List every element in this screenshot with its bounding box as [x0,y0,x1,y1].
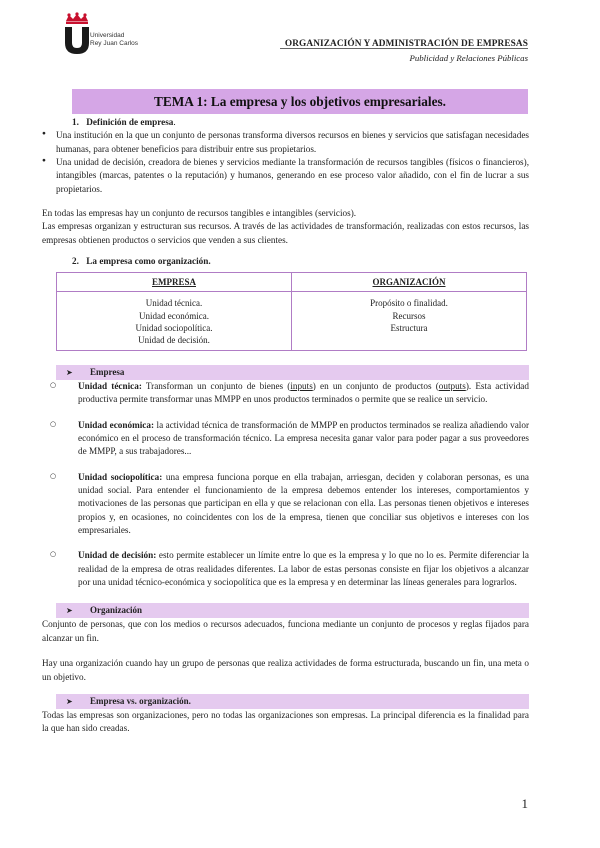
table-item: Propósito o finalidad. [370,298,448,309]
table-header-organizacion: ORGANIZACIÓN [292,273,527,292]
section2-heading [72,255,529,268]
term: Unidad económica: [78,419,155,430]
table-item: Unidad técnica. [145,298,203,309]
list-item [42,471,529,538]
table-item: Recursos [392,310,426,321]
term: Unidad técnica: [78,381,142,391]
tema-title-band [72,89,528,114]
table-cell-empresa [57,292,292,351]
table-cell-organizacion [292,292,527,351]
text: ) en un conjunto de productos ( [312,381,439,391]
header-rule [280,48,528,49]
text: la actividad técnica de transformación de MMPP en productos terminados se realiza añadiendo valor económico en el proceso de transformación técnico. La empresa necesita ganar valor para poder pagar a sus proveedores de MMPP, a sus trabajadores... [78,419,530,457]
text: una empresa funciona porque en ella trabajan, arriesgan, deciden y colaboran personas, es una unidad social. Para entender el funcionamiento de la empresa debemos entender los intereses, comportamientos y motivaciones de las personas que participan en ella y que se relacionan con ella. Las personas tienen objetivos e intereses propios y, en ocasiones, no coincidentes con los de la empresa, tienen que conciliar sus objetivos e intereses con los empresariales. [78,471,529,536]
tema-title: TEMA 1: La empresa y los objetivos empresariales. [153,94,446,109]
page-number: 1 [521,796,528,811]
paragraph: En todas las empresas hay un conjunto de recursos tangibles e intangibles (servicios). [42,208,357,219]
text: esto permite establecer un límite entre lo que es la empresa y lo que no lo es. Permite diferenciar la realidad de la empresa de otras realidades diferentes. La labor de estas personas consiste en fijar los objetivos a alcanzar por una unidad técnico-económica y sociopolítica que es la empresa y en determinar las líneas generales para lograrlos. [78,550,529,588]
section2-num: 2. [72,256,79,267]
empresa-band-label: Empresa [90,367,125,377]
section1-num: 1. [72,117,79,127]
organizacion-band [56,603,529,618]
term: Unidad sociopolítica: [78,471,163,482]
empresa-band [56,365,529,380]
text: Transforman un conjunto de bienes ( [141,381,291,391]
term: Unidad de decisión: [78,550,157,561]
table-item: Unidad sociopolítica. [135,322,213,333]
table-item: Unidad económica. [139,310,209,321]
course-subtitle: Publicidad y Relaciones Públicas [409,53,528,63]
paragraph: Todas las empresas son organizaciones, pero no todas las organizaciones son empresas. La principal diferencia es la finalidad para la que han sido creadas. [42,709,529,734]
definition-item: ● Una institución en la que un conjunto de personas transforma diversos recursos en bienes y servicios que satisfagan necesidades humanas, para obtener beneficios para distribuir entre sus propietarios. [42,129,529,156]
paragraph: Conjunto de personas, que con los medios o recursos adecuados, funciona mediante un conjunto de procesos y reglas fijados para alcanzar un fin. [42,619,529,643]
logo-text [90,32,138,48]
table-item: Estructura [390,322,428,333]
section1-heading-text: Definición de empresa [86,117,174,127]
empresa-list [42,380,529,589]
list-item [42,549,529,589]
logo-line2: Rey Juan Carlos [90,40,139,48]
definition-list [42,129,529,196]
vs-band [56,694,529,709]
organizacion-band-label: Organización [90,605,142,616]
vs-band-label: Empresa vs. organización. [90,695,191,706]
list-item [42,419,529,459]
arrow-icon: ➤ [66,368,73,377]
table-header-empresa: EMPRESA [57,273,292,292]
definition-item: ● Una unidad de decisión, creadora de bienes y servicios mediante la transformación de recursos tangibles (físicos o financieros), intangibles (marcas, patentes o la reputación) y humanos, generando en ese proceso valor añadido, con el fin de lucrar a sus propietarios. [42,156,529,196]
arrow-icon: ➤ [66,606,73,616]
paragraph: Hay una organización cuando hay un grupo de personas que realiza actividades de forma estructurada, buscando un fin, una meta o un objetivo. [42,658,529,682]
logo-line1: Universidad [90,32,125,39]
comparison-table [56,272,527,351]
section1-heading-end: . [173,117,176,127]
section1-heading [72,116,529,129]
paragraph: Las empresas organizan y estructuran sus recursos. A través de las actividades de transformación, realizadas con estos recursos, las empresas obtienen productos o servicios que venden a sus clientes. [42,221,529,245]
document-body [42,116,529,736]
section2-heading-text: La empresa como organización. [86,256,211,267]
term-inputs: inputs [290,381,313,391]
text: ). Esta actividad productiva permite transformar unas MMPP en unos productos terminados o permite que se realice un servicio. [78,381,529,405]
arrow-icon: ➤ [66,696,73,706]
course-title: ORGANIZACIÓN Y ADMINISTRACIÓN DE EMPRESAS [284,39,528,49]
list-item [42,380,529,407]
term-outputs: outputs [438,381,466,391]
table-item: Unidad de decisión. [138,334,210,345]
